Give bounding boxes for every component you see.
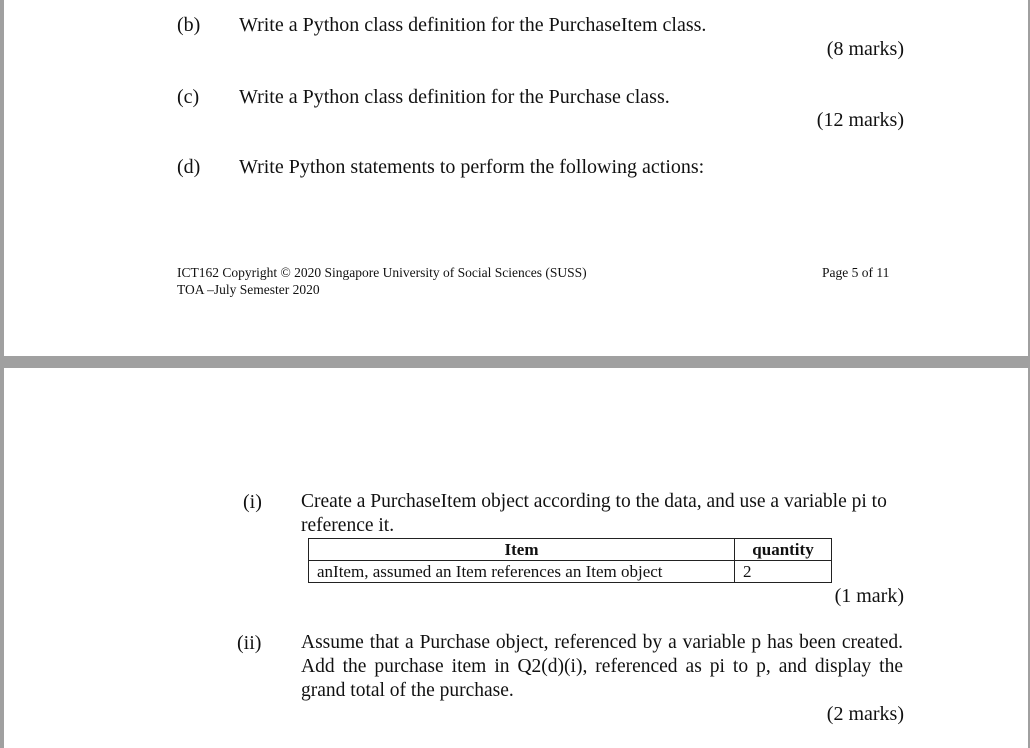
marks-ii: (2 marks)	[826, 703, 904, 725]
table-header-quantity: quantity	[735, 539, 832, 561]
document-page-6	[4, 368, 1028, 748]
question-text-c: Write a Python class definition for the Purchase class.	[239, 86, 670, 108]
item-data-table	[308, 538, 832, 583]
table-header-row	[309, 539, 832, 561]
footer-page-number: Page 5 of 11	[822, 265, 890, 280]
table-row	[309, 561, 832, 583]
table-cell-item: anItem, assumed an Item references an Item object	[309, 561, 735, 583]
item-text-ii: Assume that a Purchase object, referenced by a variable p has been created. Add the purchase item in Q2(d)(i), referenced as pi to p, and display the grand total of the purchase.	[301, 632, 903, 701]
document-page-5	[4, 0, 1028, 356]
question-text-d: Write Python statements to perform the following actions:	[239, 156, 705, 178]
item-label-i: (i)	[243, 491, 262, 513]
table-header-item: Item	[309, 539, 735, 561]
marks-i: (1 mark)	[834, 585, 904, 607]
footer-copyright: ICT162 Copyright © 2020 Singapore University of Social Sciences (SUSS)	[177, 265, 587, 280]
question-text-b: Write a Python class definition for the PurchaseItem class.	[239, 14, 707, 36]
question-label-b: (b)	[177, 14, 201, 36]
table-cell-quantity: 2	[735, 561, 832, 583]
item-label-ii: (ii)	[237, 632, 262, 654]
question-label-d: (d)	[177, 156, 201, 178]
question-label-c: (c)	[177, 86, 200, 108]
item-text-i: Create a PurchaseItem object according to the data, and use a variable pi to reference it.	[301, 491, 887, 536]
footer-semester: TOA –July Semester 2020	[177, 282, 320, 297]
marks-c: (12 marks)	[816, 109, 904, 131]
marks-b: (8 marks)	[826, 38, 904, 60]
